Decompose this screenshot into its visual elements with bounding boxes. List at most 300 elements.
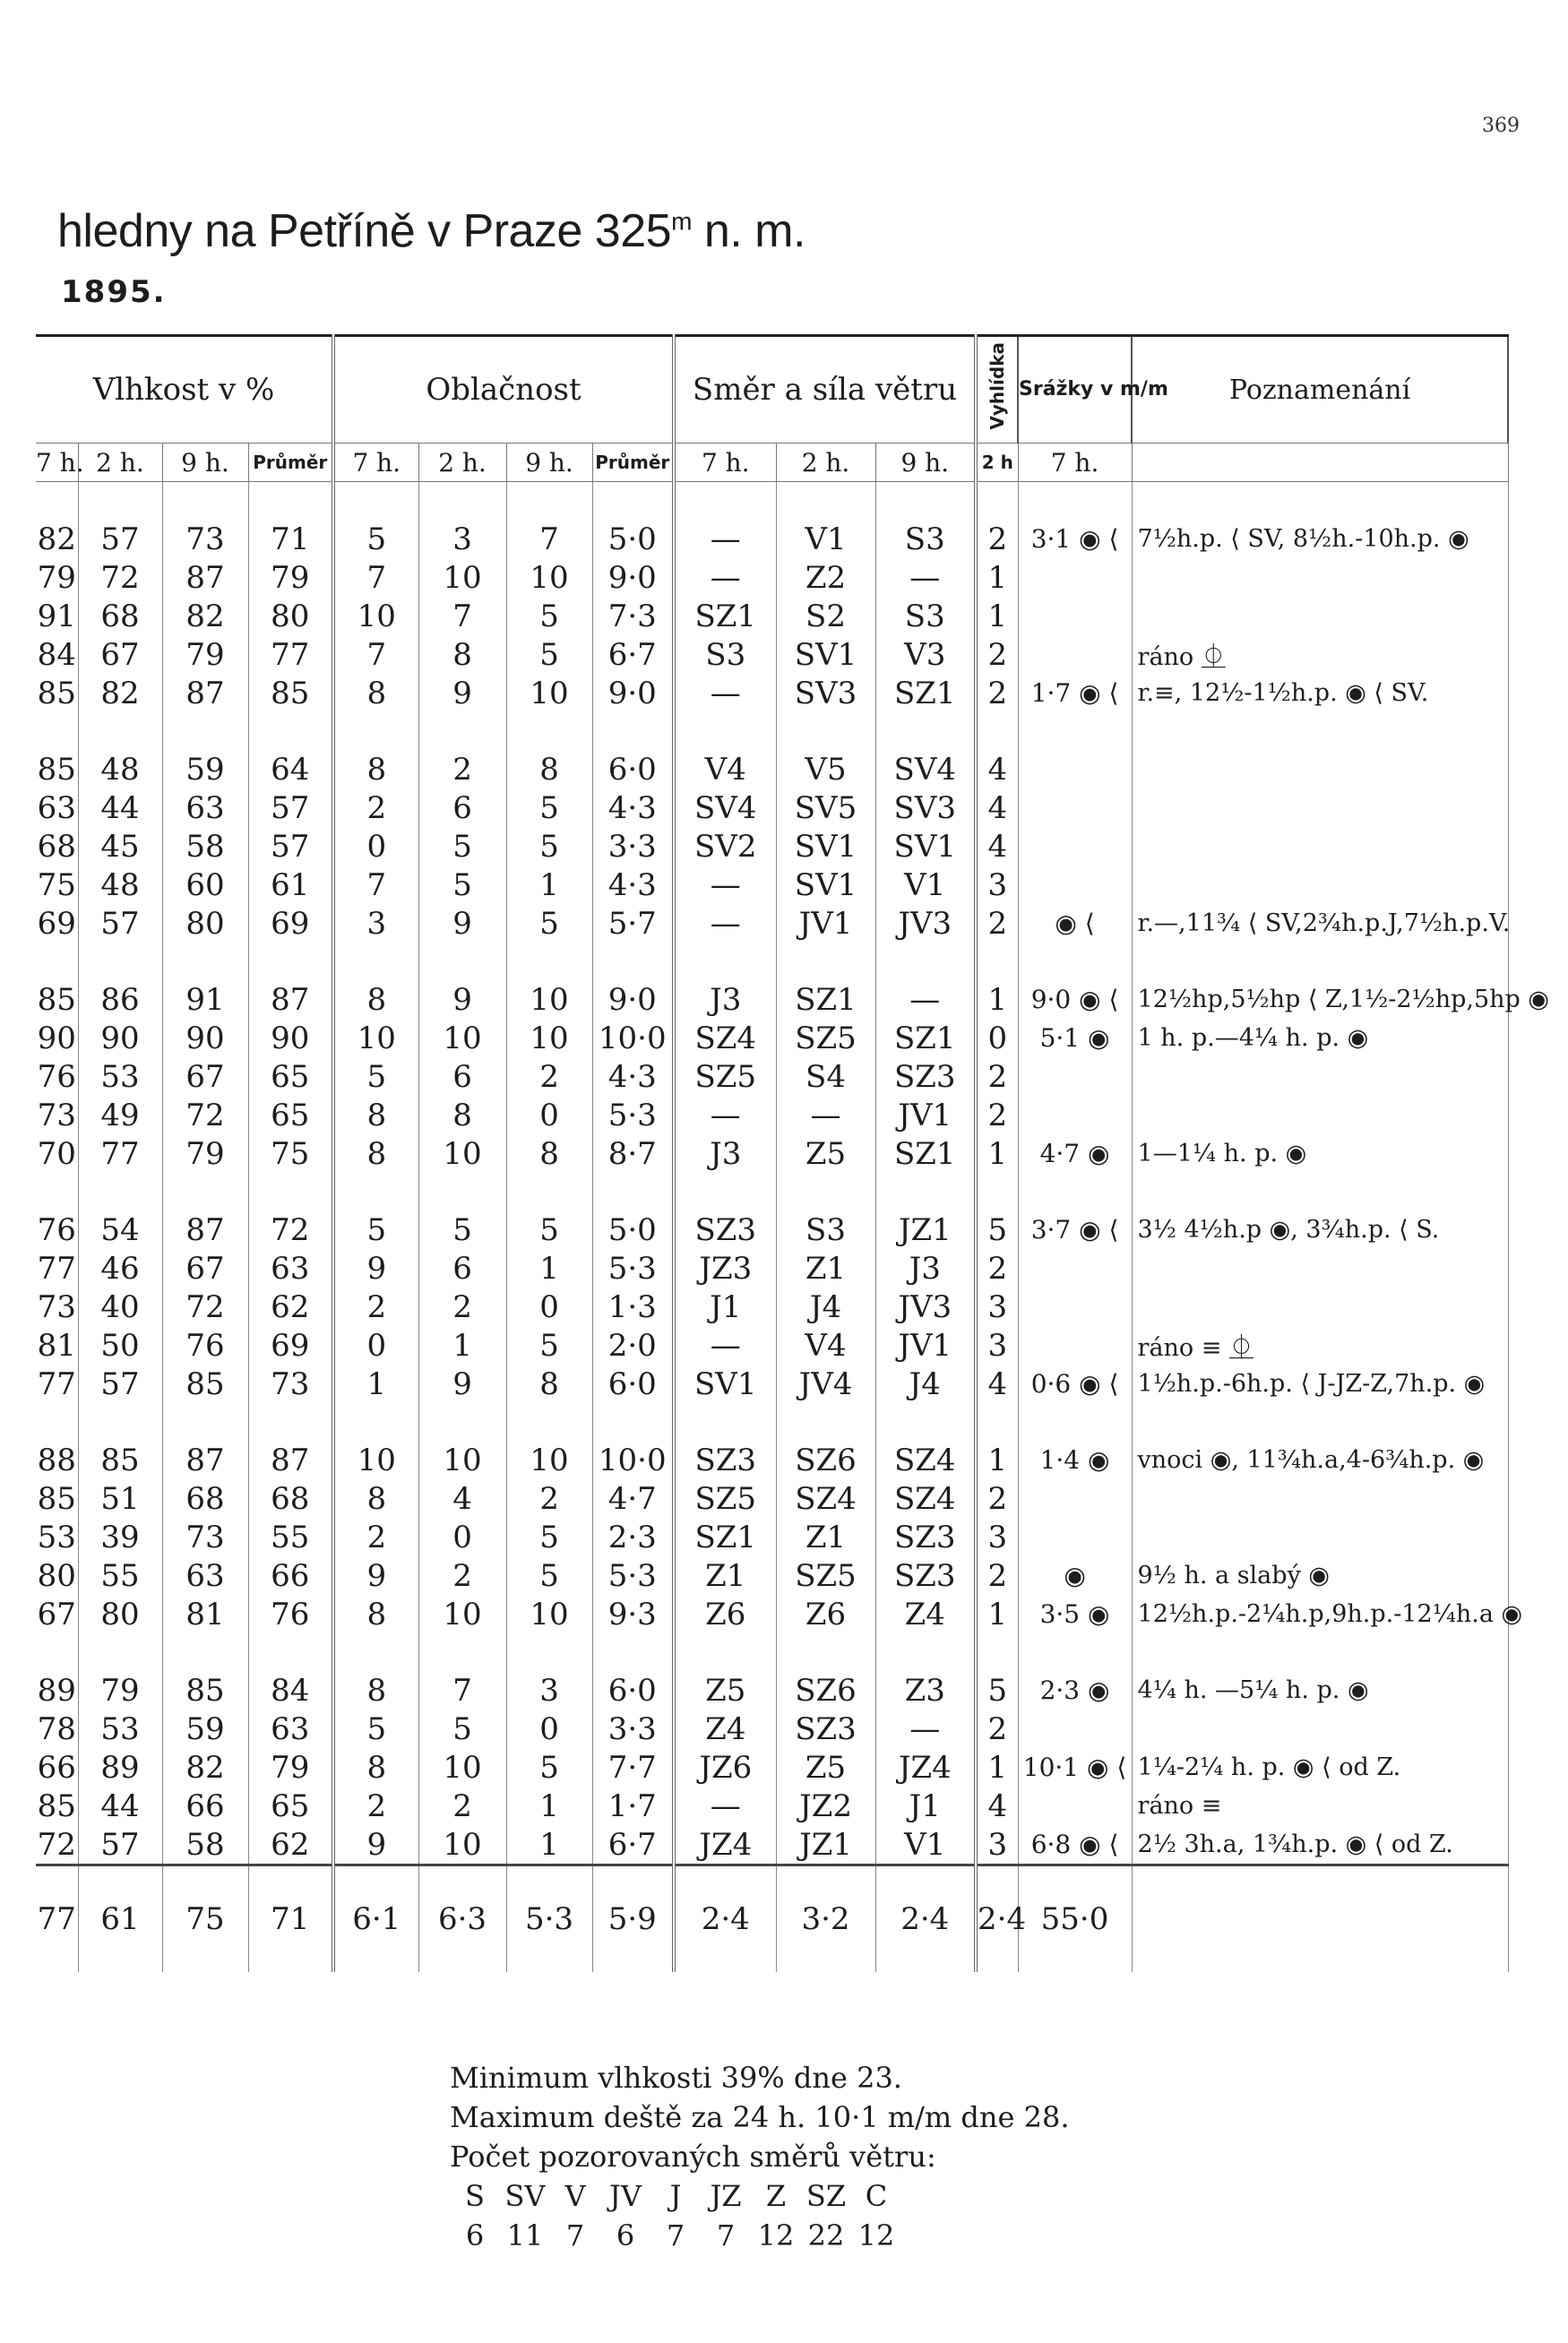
wind-cell: — — [674, 1787, 776, 1825]
cloudiness-cell: 5 — [418, 1710, 506, 1748]
cloudiness-cell: 10 — [418, 558, 506, 597]
wind-cell: S3 — [776, 1210, 875, 1249]
wind-cell: — — [776, 1096, 875, 1134]
remark-cell — [1132, 1479, 1508, 1518]
cloudiness-cell: 10 — [418, 1748, 506, 1787]
wind-cell: SZ4 — [674, 1019, 776, 1057]
visibility-cell: 1 — [976, 1748, 1018, 1787]
humidity-cell: 87 — [248, 1441, 333, 1479]
wind-cell: JV1 — [875, 1326, 976, 1365]
humidity-cell: 81 — [162, 1595, 248, 1633]
visibility-cell: 5 — [976, 1671, 1018, 1710]
cloudiness-cell: 5 — [506, 1326, 592, 1365]
cloudiness-cell: 4·3 — [592, 1057, 674, 1096]
separator-cell — [333, 943, 418, 980]
header-vyhlidka: Vyhlídka — [986, 341, 1009, 430]
visibility-cell: 0 — [976, 1019, 1018, 1057]
sub-wind-7h: 7 h. — [674, 444, 776, 482]
cloudiness-cell: 7 — [333, 635, 418, 674]
cloudiness-cell: 10·0 — [592, 1019, 674, 1057]
humidity-cell: 63 — [248, 1249, 333, 1288]
humidity-cell: 66 — [248, 1556, 333, 1595]
cloudiness-cell: 7 — [333, 866, 418, 904]
summary-cloudiness: 6·3 — [418, 1865, 506, 1973]
precipitation-cell: 1·7 ◉ ⟨ — [1018, 674, 1132, 712]
cloudiness-cell: 8 — [333, 1479, 418, 1518]
visibility-cell: 2 — [976, 1057, 1018, 1096]
wind-cell: — — [674, 866, 776, 904]
table-row — [36, 1326, 1508, 1365]
cloudiness-cell: 10 — [333, 1019, 418, 1057]
humidity-cell: 90 — [36, 1019, 78, 1057]
cloudiness-cell: 10 — [333, 597, 418, 635]
cloudiness-cell: 8 — [506, 750, 592, 788]
separator-cell — [418, 1403, 506, 1441]
humidity-cell: 39 — [78, 1518, 162, 1556]
summary-cloudiness: 5·3 — [506, 1865, 592, 1973]
separator-cell — [78, 1633, 162, 1671]
precipitation-cell — [1018, 1288, 1132, 1326]
humidity-cell: 85 — [248, 674, 333, 712]
wind-cell: JV3 — [875, 1288, 976, 1326]
precipitation-cell — [1018, 597, 1132, 635]
sub-header-row — [36, 444, 1508, 482]
separator-cell — [592, 1403, 674, 1441]
separator-cell — [592, 943, 674, 980]
wind-cell: SV1 — [776, 866, 875, 904]
sub-obl-7h: 7 h. — [333, 444, 418, 482]
humidity-cell: 58 — [162, 827, 248, 866]
cloudiness-cell: 4 — [418, 1479, 506, 1518]
summary-visibility: 2·4 — [976, 1865, 1018, 1973]
cloudiness-cell: 7 — [418, 1671, 506, 1710]
separator-cell — [36, 1633, 78, 1671]
separator-cell — [592, 712, 674, 750]
summary-cloudiness: 6·1 — [333, 1865, 418, 1973]
remark-cell: r.≡, 12½-1½h.p. ◉ ⟨ SV. — [1132, 674, 1508, 712]
visibility-cell: 3 — [976, 1326, 1018, 1365]
wind-cell: Z5 — [674, 1671, 776, 1710]
cloudiness-cell: 5·0 — [592, 520, 674, 558]
table-row — [36, 1441, 1508, 1479]
cloudiness-cell: 10 — [418, 1825, 506, 1865]
humidity-cell: 70 — [36, 1134, 78, 1173]
sub-vlh-9h: 9 h. — [162, 444, 248, 482]
sub-obl-prumer: Průměr — [592, 444, 674, 482]
wind-cell: JZ4 — [875, 1748, 976, 1787]
cloudiness-cell: 5·3 — [592, 1096, 674, 1134]
humidity-cell: 44 — [78, 1787, 162, 1825]
humidity-cell: 68 — [36, 827, 78, 866]
separator-cell — [506, 1633, 592, 1671]
group-separator — [36, 1633, 1508, 1671]
cloudiness-cell: 4·7 — [592, 1479, 674, 1518]
humidity-cell: 62 — [248, 1825, 333, 1865]
separator-cell — [248, 482, 333, 521]
separator-cell — [248, 712, 333, 750]
humidity-cell: 51 — [78, 1479, 162, 1518]
humidity-cell: 80 — [78, 1595, 162, 1633]
humidity-cell: 87 — [162, 1441, 248, 1479]
cloudiness-cell: 6 — [418, 788, 506, 827]
humidity-cell: 57 — [78, 904, 162, 943]
separator-cell — [418, 712, 506, 750]
humidity-cell: 67 — [162, 1057, 248, 1096]
cloudiness-cell: 7 — [506, 520, 592, 558]
wind-direction-label: SV — [504, 2179, 546, 2213]
separator-cell — [1018, 1403, 1132, 1441]
humidity-cell: 72 — [162, 1288, 248, 1326]
wind-direction-label: J — [669, 2179, 682, 2213]
table-row — [36, 1710, 1508, 1748]
precipitation-cell — [1018, 558, 1132, 597]
cloudiness-cell: 6·7 — [592, 635, 674, 674]
cloudiness-cell: 3·3 — [592, 827, 674, 866]
cloudiness-cell: 5·3 — [592, 1249, 674, 1288]
humidity-cell: 79 — [78, 1671, 162, 1710]
cloudiness-cell: 10 — [506, 1595, 592, 1633]
cloudiness-cell: 5 — [506, 827, 592, 866]
remark-cell: 1 h. p.—4¼ h. p. ◉ — [1132, 1019, 1508, 1057]
remark-cell: ráno ⏂ — [1132, 635, 1508, 674]
wind-cell: SZ3 — [674, 1210, 776, 1249]
separator-cell — [248, 1633, 333, 1671]
cloudiness-cell: 6·0 — [592, 750, 674, 788]
wind-cell: V1 — [875, 866, 976, 904]
humidity-cell: 48 — [78, 866, 162, 904]
wind-cell: SZ1 — [875, 674, 976, 712]
separator-cell — [248, 943, 333, 980]
remark-cell: 4¼ h. —5¼ h. p. ◉ — [1132, 1671, 1508, 1710]
separator-cell — [875, 943, 976, 980]
humidity-cell: 91 — [162, 980, 248, 1019]
wind-direction-label: V — [564, 2179, 586, 2213]
group-separator — [36, 1403, 1508, 1441]
remark-cell — [1132, 558, 1508, 597]
cloudiness-cell: 6·0 — [592, 1365, 674, 1403]
separator-cell — [875, 1403, 976, 1441]
humidity-cell: 65 — [248, 1787, 333, 1825]
cloudiness-cell: 8·7 — [592, 1134, 674, 1173]
separator-cell — [78, 1173, 162, 1210]
cloudiness-cell: 5 — [506, 1210, 592, 1249]
precipitation-cell — [1018, 1249, 1132, 1288]
humidity-cell: 72 — [162, 1096, 248, 1134]
table-row — [36, 1288, 1508, 1326]
humidity-cell: 55 — [78, 1556, 162, 1595]
remark-cell: 2½ 3h.a, 1¾h.p. ◉ ⟨ od Z. — [1132, 1825, 1508, 1865]
humidity-cell: 82 — [78, 674, 162, 712]
header-vyhlidka-cell — [976, 336, 1018, 444]
cloudiness-cell: 7 — [418, 597, 506, 635]
wind-cell: JV1 — [875, 1096, 976, 1134]
wind-direction-count: 6 — [616, 2218, 635, 2253]
humidity-cell: 71 — [248, 520, 333, 558]
remark-cell — [1132, 1518, 1508, 1556]
humidity-cell: 84 — [248, 1671, 333, 1710]
cloudiness-cell: 9 — [418, 904, 506, 943]
remark-cell: 1¼-2¼ h. p. ◉ ⟨ od Z. — [1132, 1748, 1508, 1787]
wind-cell: J4 — [875, 1365, 976, 1403]
wind-cell: SV1 — [875, 827, 976, 866]
cloudiness-cell: 8 — [333, 1096, 418, 1134]
visibility-cell: 4 — [976, 788, 1018, 827]
group-separator — [36, 1173, 1508, 1210]
wind-cell: SZ5 — [776, 1556, 875, 1595]
precipitation-cell — [1018, 1096, 1132, 1134]
humidity-cell: 87 — [248, 980, 333, 1019]
wind-cell: SZ1 — [674, 597, 776, 635]
summary-remark — [1132, 1865, 1508, 1973]
separator-cell — [875, 712, 976, 750]
humidity-cell: 73 — [36, 1288, 78, 1326]
humidity-cell: 59 — [162, 750, 248, 788]
humidity-cell: 57 — [78, 1365, 162, 1403]
precipitation-cell — [1018, 1787, 1132, 1825]
table-row — [36, 750, 1508, 788]
cloudiness-cell: 9·0 — [592, 558, 674, 597]
humidity-cell: 82 — [36, 520, 78, 558]
humidity-cell: 86 — [78, 980, 162, 1019]
separator-cell — [674, 482, 776, 521]
cloudiness-cell: 8 — [506, 1365, 592, 1403]
separator-cell — [592, 1173, 674, 1210]
humidity-cell: 57 — [78, 1825, 162, 1865]
separator-cell — [78, 943, 162, 980]
separator-cell — [976, 712, 1018, 750]
separator-cell — [36, 1403, 78, 1441]
remark-cell — [1132, 1057, 1508, 1096]
precipitation-cell: 9·0 ◉ ⟨ — [1018, 980, 1132, 1019]
wind-cell: SZ6 — [776, 1441, 875, 1479]
wind-cell: J1 — [875, 1787, 976, 1825]
table-row — [36, 520, 1508, 558]
header-smer: Směr a síla větru — [674, 336, 976, 444]
cloudiness-cell: 10 — [333, 1441, 418, 1479]
cloudiness-cell: 9·3 — [592, 1595, 674, 1633]
wind-cell: SZ3 — [875, 1057, 976, 1096]
humidity-cell: 79 — [248, 1748, 333, 1787]
cloudiness-cell: 2 — [418, 1288, 506, 1326]
cloudiness-cell: 8 — [333, 980, 418, 1019]
wind-cell: SV1 — [674, 1365, 776, 1403]
separator-cell — [248, 1403, 333, 1441]
separator-cell — [674, 1173, 776, 1210]
wind-cell: Z6 — [776, 1595, 875, 1633]
cloudiness-cell: 8 — [333, 1748, 418, 1787]
humidity-cell: 90 — [162, 1019, 248, 1057]
page-title — [57, 204, 806, 258]
humidity-cell: 82 — [162, 597, 248, 635]
cloudiness-cell: 8 — [333, 1595, 418, 1633]
wind-cell: JZ1 — [875, 1210, 976, 1249]
separator-cell — [976, 1633, 1018, 1671]
wind-cell: SZ4 — [776, 1479, 875, 1518]
wind-cell: S3 — [674, 635, 776, 674]
cloudiness-cell: 2 — [333, 1787, 418, 1825]
wind-cell: SV2 — [674, 827, 776, 866]
cloudiness-cell: 10 — [418, 1134, 506, 1173]
visibility-cell: 2 — [976, 1479, 1018, 1518]
visibility-cell: 3 — [976, 1288, 1018, 1326]
cloudiness-cell: 8 — [333, 750, 418, 788]
cloudiness-cell: 1 — [506, 866, 592, 904]
separator-cell — [674, 943, 776, 980]
humidity-cell: 46 — [78, 1249, 162, 1288]
humidity-cell: 67 — [36, 1595, 78, 1633]
table-row — [36, 1556, 1508, 1595]
humidity-cell: 72 — [78, 558, 162, 597]
summary-humidity: 61 — [78, 1865, 162, 1973]
separator-cell — [418, 943, 506, 980]
wind-direction-count: 22 — [807, 2218, 845, 2253]
cloudiness-cell: 2 — [506, 1479, 592, 1518]
wind-direction-count: 12 — [857, 2218, 895, 2253]
wind-cell: Z4 — [674, 1710, 776, 1748]
remark-cell: ráno ≡ ⏂ — [1132, 1326, 1508, 1365]
visibility-cell: 2 — [976, 1556, 1018, 1595]
remark-cell — [1132, 827, 1508, 866]
visibility-cell: 1 — [976, 1441, 1018, 1479]
visibility-cell: 1 — [976, 558, 1018, 597]
precipitation-cell: 5·1 ◉ — [1018, 1019, 1132, 1057]
cloudiness-cell: 0 — [418, 1518, 506, 1556]
humidity-cell: 77 — [78, 1134, 162, 1173]
visibility-cell: 4 — [976, 1787, 1018, 1825]
cloudiness-cell: 0 — [506, 1710, 592, 1748]
humidity-cell: 68 — [162, 1479, 248, 1518]
visibility-cell: 2 — [976, 674, 1018, 712]
humidity-cell: 60 — [162, 866, 248, 904]
separator-cell — [592, 1633, 674, 1671]
cloudiness-cell: 6 — [418, 1057, 506, 1096]
cloudiness-cell: 0 — [333, 1326, 418, 1365]
separator-cell — [248, 1173, 333, 1210]
separator-cell — [506, 712, 592, 750]
cloudiness-cell: 2 — [333, 1518, 418, 1556]
separator-cell — [1132, 712, 1508, 750]
observation-table — [36, 334, 1549, 1972]
table-row — [36, 1595, 1508, 1633]
humidity-cell: 79 — [36, 558, 78, 597]
separator-cell — [333, 1403, 418, 1441]
separator-cell — [506, 482, 592, 521]
humidity-cell: 80 — [248, 597, 333, 635]
humidity-cell: 76 — [248, 1595, 333, 1633]
cloudiness-cell: 5·7 — [592, 904, 674, 943]
humidity-cell: 67 — [78, 635, 162, 674]
separator-cell — [976, 1173, 1018, 1210]
humidity-cell: 53 — [78, 1057, 162, 1096]
humidity-cell: 68 — [248, 1479, 333, 1518]
cloudiness-cell: 3 — [333, 904, 418, 943]
separator-cell — [333, 1173, 418, 1210]
separator-cell — [1018, 1633, 1132, 1671]
precipitation-cell — [1018, 635, 1132, 674]
wind-cell: J1 — [674, 1288, 776, 1326]
wind-cell: JZ6 — [674, 1748, 776, 1787]
wind-cell: SV1 — [776, 827, 875, 866]
humidity-cell: 44 — [78, 788, 162, 827]
separator-cell — [1018, 482, 1132, 521]
wind-cell: JZ3 — [674, 1249, 776, 1288]
humidity-cell: 63 — [248, 1710, 333, 1748]
table-row — [36, 1479, 1508, 1518]
wind-cell: J3 — [875, 1249, 976, 1288]
wind-cell: SV3 — [875, 788, 976, 827]
remark-cell: vnoci ◉, 11¾h.a,4-6¾h.p. ◉ — [1132, 1441, 1508, 1479]
humidity-cell: 85 — [36, 980, 78, 1019]
cloudiness-cell: 4·3 — [592, 788, 674, 827]
cloudiness-cell: 1·3 — [592, 1288, 674, 1326]
wind-directions-row — [450, 2176, 1070, 2216]
sub-vlh-2h: 2 h. — [78, 444, 162, 482]
visibility-cell: 1 — [976, 597, 1018, 635]
humidity-cell: 76 — [36, 1057, 78, 1096]
wind-cell: SV4 — [875, 750, 976, 788]
humidity-cell: 81 — [36, 1326, 78, 1365]
table-row — [36, 1210, 1508, 1249]
visibility-cell: 2 — [976, 1249, 1018, 1288]
humidity-cell: 77 — [36, 1365, 78, 1403]
humidity-cell: 69 — [36, 904, 78, 943]
cloudiness-cell: 5·3 — [592, 1556, 674, 1595]
cloudiness-cell: 5 — [333, 1210, 418, 1249]
separator-cell — [506, 1403, 592, 1441]
visibility-cell: 4 — [976, 827, 1018, 866]
wind-direction-label: JV — [609, 2179, 642, 2213]
humidity-cell: 91 — [36, 597, 78, 635]
separator-cell — [162, 1403, 248, 1441]
separator-cell — [333, 712, 418, 750]
cloudiness-cell: 10 — [418, 1441, 506, 1479]
wind-cell: SV1 — [776, 635, 875, 674]
cloudiness-cell: 7·3 — [592, 597, 674, 635]
wind-cell: SZ5 — [776, 1019, 875, 1057]
separator-cell — [1132, 943, 1508, 980]
humidity-cell: 77 — [36, 1249, 78, 1288]
humidity-cell: 85 — [36, 1479, 78, 1518]
humidity-cell: 90 — [248, 1019, 333, 1057]
cloudiness-cell: 5 — [333, 1710, 418, 1748]
separator-cell — [78, 712, 162, 750]
humidity-cell: 88 — [36, 1441, 78, 1479]
cloudiness-cell: 2·0 — [592, 1326, 674, 1365]
wind-cell: SZ1 — [875, 1134, 976, 1173]
cloudiness-cell: 9 — [418, 980, 506, 1019]
table-row — [36, 1365, 1508, 1403]
wind-direction-count: 7 — [716, 2218, 736, 2253]
wind-cell: Z5 — [776, 1748, 875, 1787]
remark-cell: 1—1¼ h. p. ◉ — [1132, 1134, 1508, 1173]
cloudiness-cell: 5 — [506, 1556, 592, 1595]
sub-poznamenani — [1132, 444, 1508, 482]
humidity-cell: 69 — [248, 1326, 333, 1365]
wind-cell: — — [674, 904, 776, 943]
remark-cell — [1132, 788, 1508, 827]
cloudiness-cell: 4·3 — [592, 866, 674, 904]
humidity-cell: 79 — [162, 1134, 248, 1173]
wind-cell: Z1 — [776, 1518, 875, 1556]
wind-cell: SV3 — [776, 674, 875, 712]
precipitation-cell: 6·8 ◉ ⟨ — [1018, 1825, 1132, 1865]
table-row — [36, 1134, 1508, 1173]
cloudiness-cell: 9 — [333, 1556, 418, 1595]
separator-cell — [776, 712, 875, 750]
separator-cell — [776, 482, 875, 521]
visibility-cell: 2 — [976, 1096, 1018, 1134]
humidity-cell: 55 — [248, 1518, 333, 1556]
